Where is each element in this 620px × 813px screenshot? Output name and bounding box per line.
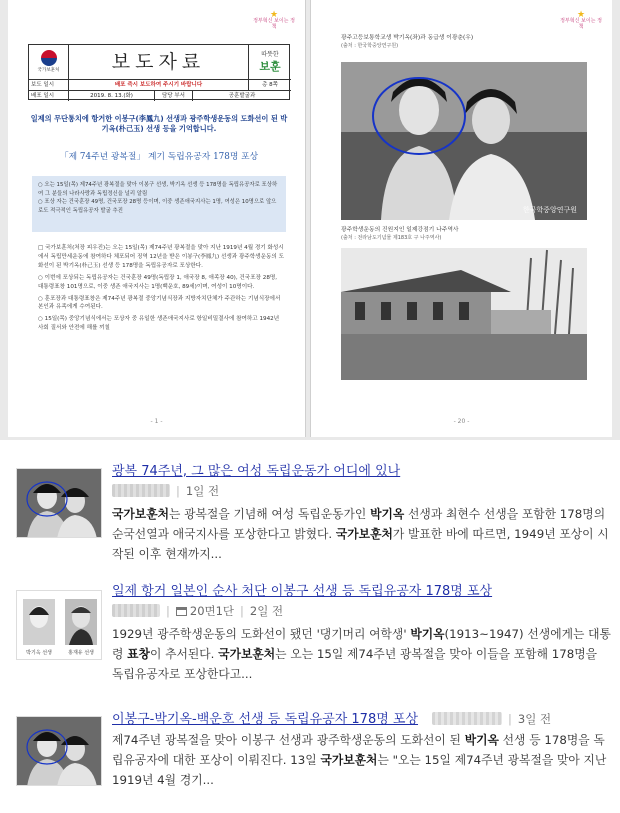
snippet-highlight: 국가보훈처 [335, 527, 393, 541]
thumb-caption-left: 박기옥 선생 [26, 650, 52, 656]
result-thumbnail[interactable] [16, 468, 102, 538]
snippet-highlight: 박기옥 [464, 733, 499, 747]
meta-separator: | [508, 712, 512, 726]
print-page-ref[interactable]: 20면1단 [189, 604, 235, 618]
press-headline: 일제의 무단통치에 항거한 이봉구(李鳳九) 선생과 광주학생운동의 도화선이 된 박기옥(朴己玉) 선생 등을 기억합니다. [30, 114, 288, 133]
logo-text: 정부혁신 보이는 정책 [253, 18, 295, 30]
star-icon: ★ [269, 10, 279, 20]
body-paragraph: □ 국가보훈처(처장 피우진)는 오는 15일(목) 제74주년 광복절을 맞아 지난 1919년 4월 경기 화성시에서 독립만세운동에 참여하다 체포되어 징역 12년을 받은 이봉구(李鳳九) 선생과 광주학생운동의 도화선이 된 박기옥(朴己玉) 선생 등 178명을 독립유공자로 포상한다. [38, 245, 284, 269]
brand-slogan-top: 따뜻한 [261, 51, 279, 58]
snippet-text: 제74주년 광복절을 맞아 이봉구 선생과 광주학생운동의 도화선이 된 [112, 733, 465, 747]
thumb-caption-right: 홍재유 선생 [68, 650, 94, 656]
distribution-date: 2019. 8. 13.(화) [69, 91, 155, 101]
snippet-text: 는 광복절을 기념해 여성 독립운동가인 [168, 507, 371, 521]
page-number: - 1 - [150, 418, 163, 425]
body-paragraph: ○ 15일(목) 중앙기념식에서는 포상자 중 유일한 생존애국지사로 항일비밀결사에 참여하고 1942년 사회 질서와 안전에 해를 끼칠 [38, 316, 280, 332]
result-snippet [112, 730, 612, 790]
result-meta [112, 603, 283, 619]
students-thumbnail-image [17, 469, 102, 538]
release-instruction: 배포 즉시 보도하여 주시기 바랍니다 [69, 80, 249, 90]
page-count: 총 8쪽 [262, 82, 278, 88]
photo-watermark: 한국학중앙연구원 [522, 206, 577, 214]
press-subheadline: 「제 74주년 광복절」 계기 독립유공자 178명 포상 [59, 152, 259, 162]
photo1-caption-text: 광주고등보통학교생 박기옥(좌)과 동급생 이광춘(우) [341, 35, 474, 41]
release-time-row [29, 79, 291, 90]
meta-separator: | [176, 484, 180, 498]
summary-item: ○ 오는 15일(목) 제74주년 광복절을 맞아 이봉구 선생, 박기옥 선생 등 178명을 독립유공자로 포상하여 그 분들의 나라사랑과 독립정신을 널리 알림 [38, 182, 278, 197]
photo-page [310, 0, 612, 437]
result-thumbnail[interactable] [16, 590, 102, 660]
photo2-caption [341, 226, 459, 242]
government-emblem [29, 45, 69, 79]
students-thumbnail-image [17, 717, 102, 786]
snippet-text: 는 "오는 15일 제74주년 광복절을 맞아 지난 1919년 4월 경기... [112, 753, 607, 787]
snippet-highlight: 박기옥 [410, 627, 445, 641]
row-label: 담당 부서 [155, 91, 193, 101]
logo-text: 정부혁신 보이는 정책 [560, 18, 602, 30]
government-innovation-logo [251, 12, 297, 30]
result-time: 1일 전 [185, 484, 220, 498]
body-paragraph: ○ 훈포장과 대통령표창은 제74주년 광복절 중앙기념식장과 지방자치단체가 주관하는 기념식장에서 본인과 유족에게 수여된다. [38, 295, 281, 311]
snippet-text: 가 발표한 바에 따르면, 1949년 포상이 시작된 이후 현재까지... [112, 527, 609, 561]
star-icon: ★ [576, 10, 586, 20]
body-paragraph: ○ 이번에 포상되는 독립유공자는 건국훈장 49명(독립장 1, 애국장 8, 애족장 40), 건국포장 28명, 대통령표창 101명으로, 이중 생존 애국지사는 1명(백운호, 89세)이며, 여성이 10명이다. [38, 274, 278, 290]
taegeuk-icon [41, 50, 57, 66]
result-snippet [112, 504, 612, 564]
meta-separator: | [240, 604, 244, 618]
government-innovation-logo [558, 12, 604, 30]
newspaper-icon [176, 607, 187, 616]
snippet-text: 이 추서된다. [149, 647, 219, 661]
source-name-blurred[interactable] [112, 604, 160, 617]
snippet-highlight: 국가보훈처 [320, 753, 378, 767]
brand-slogan [249, 45, 291, 79]
brand-slogan-main: 보훈 [259, 60, 281, 73]
result-time: 3일 전 [517, 712, 552, 726]
snippet-text: (1913~1947) 선생에게는 대통령 [112, 627, 611, 661]
summary-box [32, 176, 286, 232]
station-photo [341, 248, 587, 380]
snippet-highlight: 국가보훈처 [112, 507, 169, 521]
result-snippet [112, 624, 612, 684]
photo1-caption [341, 34, 473, 50]
row-label: 배포 일시 [29, 91, 69, 101]
page-number: - 20 - [453, 418, 470, 425]
snippet-highlight: 국가보훈처 [218, 647, 276, 661]
result-title-link[interactable]: 일제 항거 일본인 순사 처단 이봉구 선생 등 독립유공자 178명 포상 [112, 584, 493, 599]
result-thumbnail[interactable] [16, 716, 102, 786]
source-name-blurred[interactable] [112, 484, 170, 497]
snippet-text: 선생 등 178명을 독립유공자에 대한 포상이 이뤄진다. 13일 [112, 733, 605, 767]
press-release-header [28, 44, 290, 100]
snippet-text: 는 오는 15일 제74주년 광복절을 맞아 이들을 포함해 178명을 독립유공자로 포상한다고... [112, 647, 598, 681]
row-label: 보도 일시 [29, 80, 69, 90]
department: 공훈발굴과 [228, 93, 256, 99]
press-body [38, 244, 284, 336]
snippet-highlight: 박기옥 [370, 507, 405, 521]
emblem-label: 국가보훈처 [37, 68, 60, 73]
portraits-thumbnail-image [17, 591, 102, 660]
students-photo-illustration [341, 62, 587, 220]
result-title-link[interactable]: 광복 74주년, 그 많은 여성 독립운동가 어디에 있나 [112, 464, 401, 479]
meta-separator: | [166, 604, 170, 618]
students-photo [341, 62, 587, 220]
result-time: 2일 전 [249, 604, 284, 618]
press-release-title: 보도자료 [69, 45, 249, 79]
photo2-caption-text: 광주학생운동의 진원지인 일제강점기 나주역사 [341, 227, 459, 233]
result-meta [112, 483, 219, 499]
result-title-row [112, 708, 551, 727]
source-name-blurred[interactable] [432, 712, 502, 725]
result-title-link[interactable]: 이봉구-박기옥-백운호 선생 등 독립유공자 178명 포상 [112, 712, 419, 727]
photo1-source: (출처 : 한국학중앙연구원) [341, 43, 399, 49]
station-photo-illustration [341, 248, 587, 380]
press-release-page [8, 0, 306, 437]
snippet-highlight: 표창 [127, 647, 150, 661]
summary-item: ○ 포상 자는 건국훈장 49명, 건국포장 28명 등이며, 이중 생존애국지사는 1명, 여성은 10명으로 앞으로도 적극적인 독립유공자 발굴 추진 [38, 199, 277, 214]
photo2-source: (출처 : 전라남도기념물 제183호 구 나주역사) [341, 235, 442, 241]
distribution-row [29, 90, 291, 101]
snippet-text: 선생과 최현수 선생을 포함한 178명의 순국선열과 애국지사를 포상한다고 밝혔다. [112, 507, 606, 541]
snippet-text: 1929년 광주학생운동의 도화선이 됐던 '댕기머리 여학생' [112, 627, 411, 641]
